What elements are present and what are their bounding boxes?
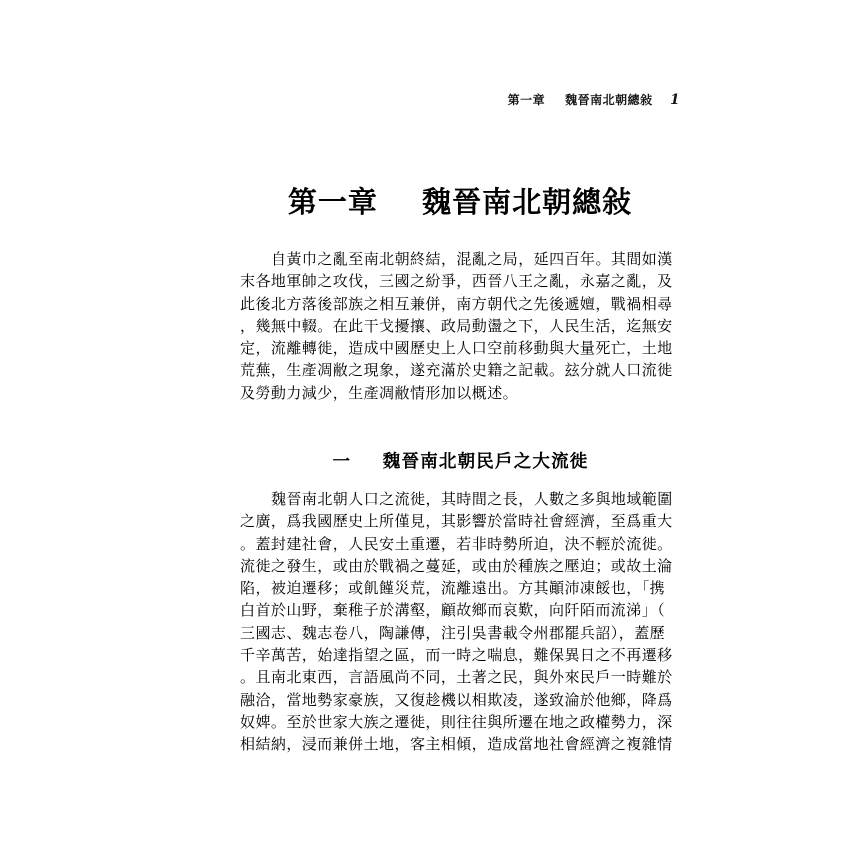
paragraph-line: 相結納，浸而兼併土地，客主相傾，造成當地社會經濟之複雜情 <box>240 735 673 754</box>
paragraph-line: 此後北方落後部族之相互兼併，南方朝代之先後遞嬗，戰禍相尋 <box>240 294 673 313</box>
running-header <box>240 91 680 108</box>
chapter-title-name: 魏晉南北朝總敍 <box>422 185 633 220</box>
running-header-chapter-label: 第一章 <box>507 93 546 107</box>
paragraph-line: 三國志、魏志卷八，陶謙傳，注引吳書載令州郡罷兵詔），蓋歷 <box>240 623 666 642</box>
paragraph-line: 流徙之發生，或由於戰禍之蔓延，或由於種族之壓迫；或故土淪 <box>240 556 673 575</box>
paragraph-line: ，幾無中輟。在此干戈擾攘、政局動盪之下，人民生活，迄無安 <box>240 316 673 335</box>
paragraph-line: 融洽，當地勢家豪族，又復趁機以相欺凌，遂致淪於他鄉，降爲 <box>240 690 673 709</box>
intro-paragraph <box>240 248 681 404</box>
section-heading-name: 魏晉南北朝民戶之大流徙 <box>382 451 589 472</box>
paragraph-line: 陷，被迫遷移；或飢饉災荒，流離遠出。方其顚沛凍餒也，「携 <box>240 579 666 598</box>
paragraph-line: 定，流離轉徙，造成中國歷史上人口空前移動與大量死亡，土地 <box>240 339 673 358</box>
paragraph-line: 白首於山野，棄稚子於溝壑，顧故鄉而哀歎，向阡陌而流涕」（ <box>240 601 666 620</box>
chapter-title <box>240 185 680 219</box>
paragraph-line: 末各地軍帥之攻伐，三國之紛爭，西晉八王之亂，永嘉之亂，及 <box>240 272 673 291</box>
paragraph-line: 自黃巾之亂至南北朝終結，混亂之局，延四百年。其間如漢 <box>271 250 673 268</box>
paragraph-line: 之廣，爲我國歷史上所僅見，其影響於當時社會經濟，至爲重大 <box>240 512 673 531</box>
section-heading <box>240 448 681 473</box>
running-header-chapter-title: 魏晉南北朝總敍 <box>565 93 653 107</box>
section-heading-number: 一 <box>332 451 352 472</box>
paragraph-line: 魏晉南北朝人口之流徙，其時間之長，人數之多與地域範圍 <box>271 490 673 508</box>
paragraph-line: 千辛萬苦，始達指望之區，而一時之喘息，難保異日之不再遷移 <box>240 646 673 665</box>
paragraph-line: 荒蕪，生產凋敝之現象，遂充滿於史籍之記載。玆分就人口流徙 <box>240 361 673 380</box>
page-number: 1 <box>670 92 680 108</box>
paragraph-line: 奴婢。至於世家大族之遷徙，則往往與所遷在地之政權勢力，深 <box>240 712 673 731</box>
section-heading-wrapper <box>240 433 681 487</box>
chapter-title-number: 第一章 <box>287 185 378 220</box>
paragraph-line: 。蓋封建社會，人民安土重遷，若非時勢所迫，決不輕於流徙。 <box>240 534 673 553</box>
paragraph-line: 。且南北東西，言語風尚不同，土著之民，與外來民戶一時難於 <box>240 668 673 687</box>
body-paragraph <box>240 488 681 756</box>
paragraph-line: 及勞動力減少，生產凋敝情形加以概述。 <box>240 383 519 402</box>
